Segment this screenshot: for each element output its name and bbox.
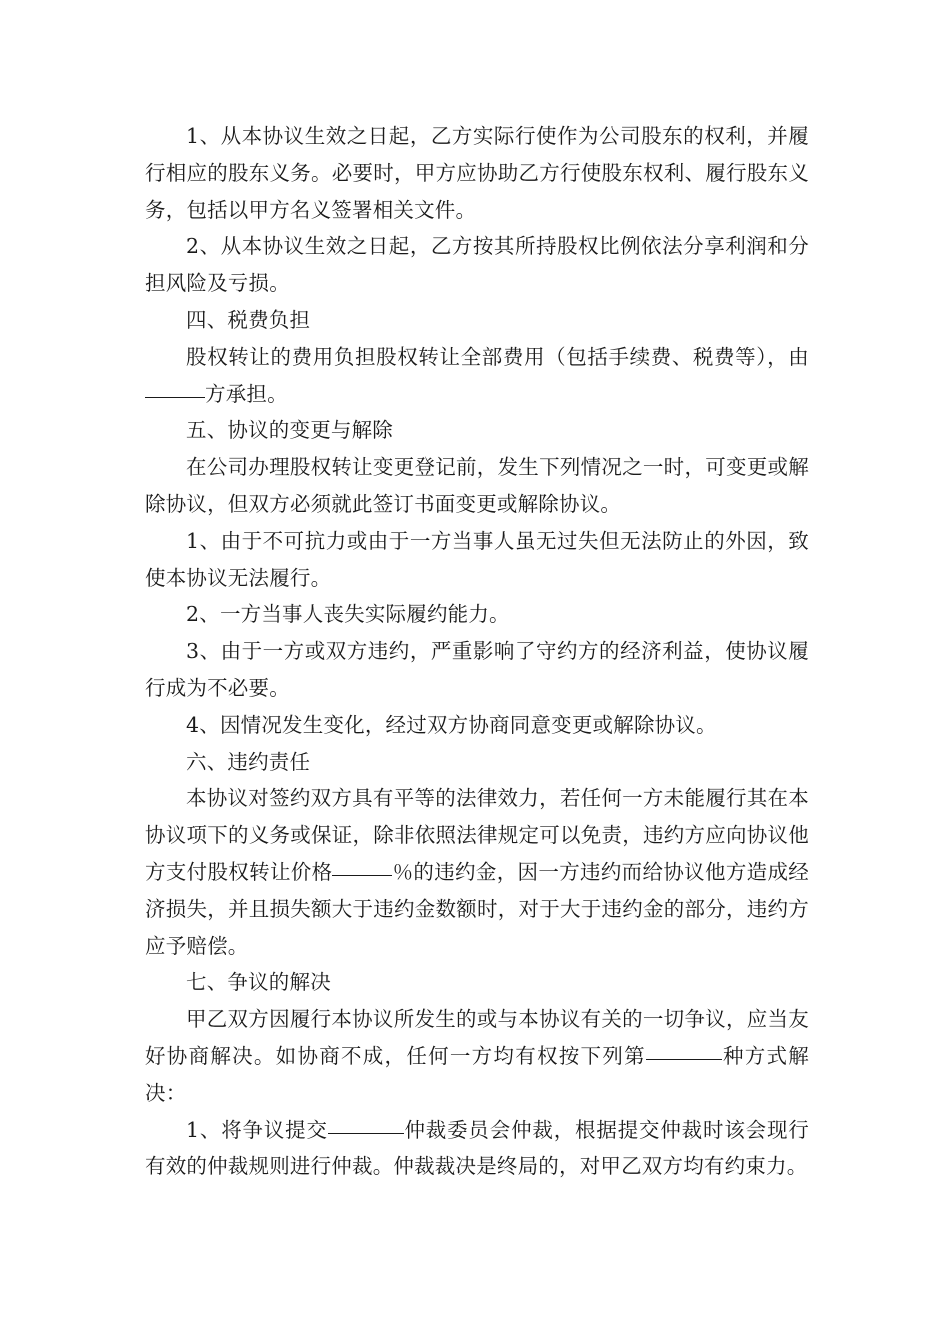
clause-tax-burden-text-end: 方承担。 — [205, 381, 288, 406]
clause-liquidated-damages-text-end: ％的违约金，因一方违约而给协议他方造成经济损失，并且损失额大于违约金数额时，对于大于违约金的部分，违约方应予赔偿。 — [145, 859, 809, 958]
section-heading-liability: 六、违约责任 — [186, 749, 311, 774]
fill-blank-arbitration-commission[interactable] — [328, 1132, 404, 1134]
fill-blank-percentage[interactable] — [332, 874, 392, 876]
section-heading-change-termination: 五、协议的变更与解除 — [186, 418, 393, 443]
clause-change-conditions: 在公司办理股权转让变更登记前，发生下列情况之一时，可变更或解除协议，但双方必须就此签订书面变更或解除协议。 — [145, 455, 809, 516]
clause-tax-burden-text: 股权转让的费用负担股权转让全部费用（包括手续费、税费等），由 — [186, 344, 809, 369]
clause-liquidated-damages-text: 本协议对签约双方具有平等的法律效力，若任何一方未能履行其在本协议项下的义务或保证，除非依照法律规定可以免责，违约方应向协议他方支付股权转让价格 — [145, 786, 809, 884]
document-page — [145, 118, 809, 1185]
clause-incapacity: 2、一方当事人丧失实际履约能力。 — [186, 602, 510, 627]
clause-shareholder-rights: 1、从本协议生效之日起，乙方实际行使作为公司股东的权利，并履行相应的股东义务。必要时，甲方应协助乙方行使股东权利、履行股东义务，包括以甲方名义签署相关文件。 — [145, 124, 809, 222]
section-heading-dispute: 七、争议的解决 — [186, 970, 331, 995]
clause-tax-burden — [145, 339, 809, 413]
clause-breach-impact: 3、由于一方或双方违约，严重影响了守约方的经济利益，使协议履行成为不必要。 — [145, 639, 809, 700]
section-heading-taxes: 四、税费负担 — [186, 307, 311, 332]
clause-arbitration — [145, 1112, 809, 1186]
fill-blank-method-number[interactable] — [646, 1058, 722, 1060]
clause-dispute-resolution — [145, 1001, 809, 1111]
fill-blank-party[interactable] — [145, 396, 205, 398]
clause-arbitration-text: 1、将争议提交 — [186, 1117, 328, 1142]
clause-profit-sharing: 2、从本协议生效之日起，乙方按其所持股权比例依法分享利润和分担风险及亏损。 — [145, 234, 809, 296]
clause-arbitration-text-end: 仲裁委员会仲裁，根据提交仲裁时该会现行有效的仲裁规则进行仲裁。仲裁裁决是终局的，对甲乙双方均有约束力。 — [145, 1117, 809, 1179]
clause-dispute-resolution-text: 甲乙双方因履行本协议所发生的或与本协议有关的一切争议，应当友好协商解决。如协商不成，任何一方均有权按下列第 — [145, 1007, 809, 1068]
clause-force-majeure: 1、由于不可抗力或由于一方当事人虽无过失但无法防止的外因，致使本协议无法履行。 — [145, 528, 809, 590]
clause-dispute-resolution-text-end: 种方式解决： — [145, 1043, 809, 1105]
clause-mutual-agreement: 4、因情况发生变化，经过双方协商同意变更或解除协议。 — [186, 712, 717, 737]
clause-liquidated-damages — [145, 780, 809, 964]
